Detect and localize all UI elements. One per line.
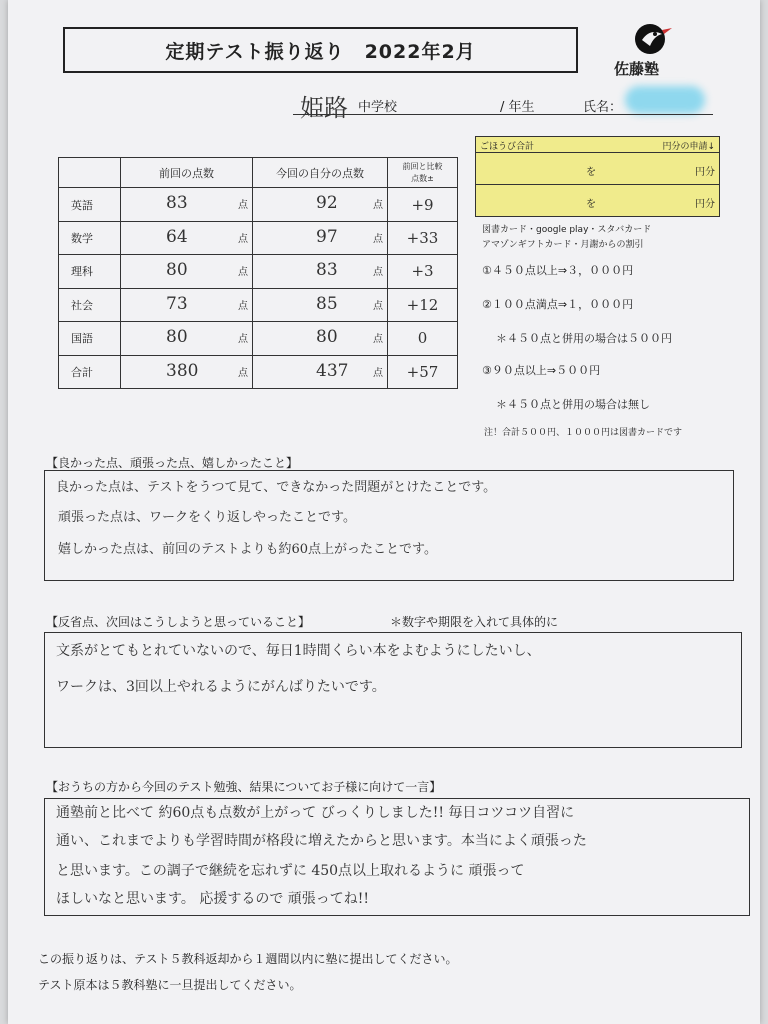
reward-rule-2-note: ＊４５０点と併用の場合は５００円 (496, 332, 672, 345)
subject-cell: 合計 (59, 355, 121, 389)
juku-name: 佐藤塾 (614, 60, 660, 78)
reflection-label: 【反省点、次回はこうしようと思っていること】 (46, 615, 311, 629)
reward-rule-2: ②１００点満点⇒１，０００円 (482, 298, 634, 311)
unit-label: 点 (373, 233, 383, 245)
diff-score: +33 (388, 221, 458, 254)
diff-score: +57 (388, 355, 458, 389)
good-line-1: 良かった点は、テストをうつて見て、できなかった問題がとけたことです。 (56, 480, 497, 495)
prev-score: 83 (166, 193, 188, 214)
reward-box (475, 136, 720, 217)
unit-label: 点 (373, 300, 383, 312)
table-row (59, 188, 458, 221)
table-row (59, 322, 458, 355)
school-label: 中学校 (358, 100, 398, 115)
subject-cell: 英語 (59, 188, 121, 221)
unit-label: 点 (373, 200, 383, 212)
parent-line-4: ほしいなと思います。 応援するので 頑張ってね!! (56, 891, 370, 907)
reward-yen: 円分 (695, 167, 715, 178)
reward-wo: を (586, 199, 596, 210)
curr-score: 83 (316, 260, 338, 281)
header-curr: 今回の自分の点数 (253, 158, 388, 188)
parent-line-1: 通塾前と比べて 約60点も点数が上がって びっくりしました!! 毎日コツコツ自習に (56, 805, 575, 821)
reward-rule-3-note: ＊４５０点と併用の場合は無し (496, 398, 650, 411)
reflection-hint: ＊数字や期限を入れて具体的に (390, 615, 559, 629)
unit-label: 点 (238, 200, 248, 212)
parent-comment-label: 【おうちの方から今回のテスト勉強、結果についてお子様に向けて一言】 (46, 780, 442, 794)
unit-label: 点 (373, 367, 383, 379)
table-row (59, 255, 458, 288)
header-diff-line2: 点数± (411, 173, 434, 183)
page-title: 定期テスト振り返り 2022年2月 (63, 27, 578, 73)
table-row-total (59, 355, 458, 389)
prev-score: 380 (166, 360, 199, 381)
unit-label: 点 (238, 233, 248, 245)
score-table (58, 157, 458, 389)
reflect-line-2: ワークは、3回以上やれるようにがんばりたいです。 (56, 679, 386, 695)
reward-rule-3: ③９０点以上⇒５００円 (482, 364, 601, 377)
curr-score: 85 (316, 293, 338, 314)
header-blank (59, 158, 121, 188)
table-row (59, 288, 458, 321)
reward-row (476, 153, 719, 185)
name-label: 氏名： (583, 100, 623, 115)
good-points-label: 【良かった点、頑張った点、嬉しかったこと】 (46, 456, 299, 470)
prev-score: 80 (166, 260, 188, 281)
bird-logo-icon (628, 22, 674, 56)
reflect-line-1: 文系がとてもとれていないので、毎日1時間くらい本をよむようにしたいし、 (56, 643, 541, 659)
unit-label: 点 (373, 267, 383, 279)
subject-cell: 国語 (59, 322, 121, 355)
reward-note: 注！合計５００円、１０００円は図書カードです (484, 428, 683, 438)
student-info-underline (293, 114, 713, 115)
unit-label: 点 (238, 300, 248, 312)
name-redaction (625, 86, 705, 114)
parent-line-3: と思います。この調子で継続を忘れずに 450点以上取れるように 頑張って (56, 863, 525, 879)
reward-yen: 円分 (695, 199, 715, 210)
curr-score: 80 (316, 327, 338, 348)
reward-info-line1: 図書カード・google play・スタバカード (482, 225, 652, 235)
reward-header (476, 137, 719, 153)
diff-score: +12 (388, 288, 458, 321)
school-name-handwritten: 姫路 (300, 94, 348, 122)
diff-score: +9 (388, 188, 458, 221)
diff-score: 0 (388, 322, 458, 355)
score-table-header (59, 158, 458, 188)
curr-score: 437 (316, 360, 349, 381)
unit-label: 点 (238, 267, 248, 279)
reward-total-label: ごほうび合計 (480, 142, 535, 152)
reward-row (476, 185, 719, 217)
header-prev: 前回の点数 (121, 158, 253, 188)
unit-label: 点 (238, 334, 248, 346)
diff-score: +3 (388, 255, 458, 288)
subject-cell: 社会 (59, 288, 121, 321)
prev-score: 80 (166, 327, 188, 348)
worksheet-paper (8, 0, 760, 1024)
reward-apply-label: 円分の申請↓ (662, 142, 715, 152)
good-line-3: 嬉しかった点は、前回のテストよりも約60点上がったことです。 (58, 542, 437, 557)
prev-score: 64 (166, 226, 188, 247)
unit-label: 点 (373, 334, 383, 346)
reward-info-line2: アマゾンギフトカード・月謝からの割引 (482, 240, 644, 250)
good-line-2: 頑張った点は、ワークをくり返しやったことです。 (58, 510, 356, 525)
grade-label: / 年生 (500, 100, 535, 115)
prev-score: 73 (166, 293, 188, 314)
footer-line-2: テスト原本は５教科塾に一旦提出してください。 (38, 978, 302, 992)
table-row (59, 221, 458, 254)
unit-label: 点 (238, 367, 248, 379)
header-diff-line1: 前回と比較 (402, 161, 443, 171)
footer-line-1: この振り返りは、テスト５教科返却から１週間以内に塾に提出してください。 (38, 952, 458, 966)
parent-line-2: 通い、これまでよりも学習時間が格段に増えたからと思います。本当によく頑張った (56, 833, 587, 849)
subject-cell: 理科 (59, 255, 121, 288)
curr-score: 92 (316, 193, 338, 214)
header-diff (388, 158, 458, 188)
curr-score: 97 (316, 226, 338, 247)
reward-rule-1: ①４５０点以上⇒３，０００円 (482, 264, 634, 277)
subject-cell: 数学 (59, 221, 121, 254)
reward-wo: を (586, 167, 596, 178)
